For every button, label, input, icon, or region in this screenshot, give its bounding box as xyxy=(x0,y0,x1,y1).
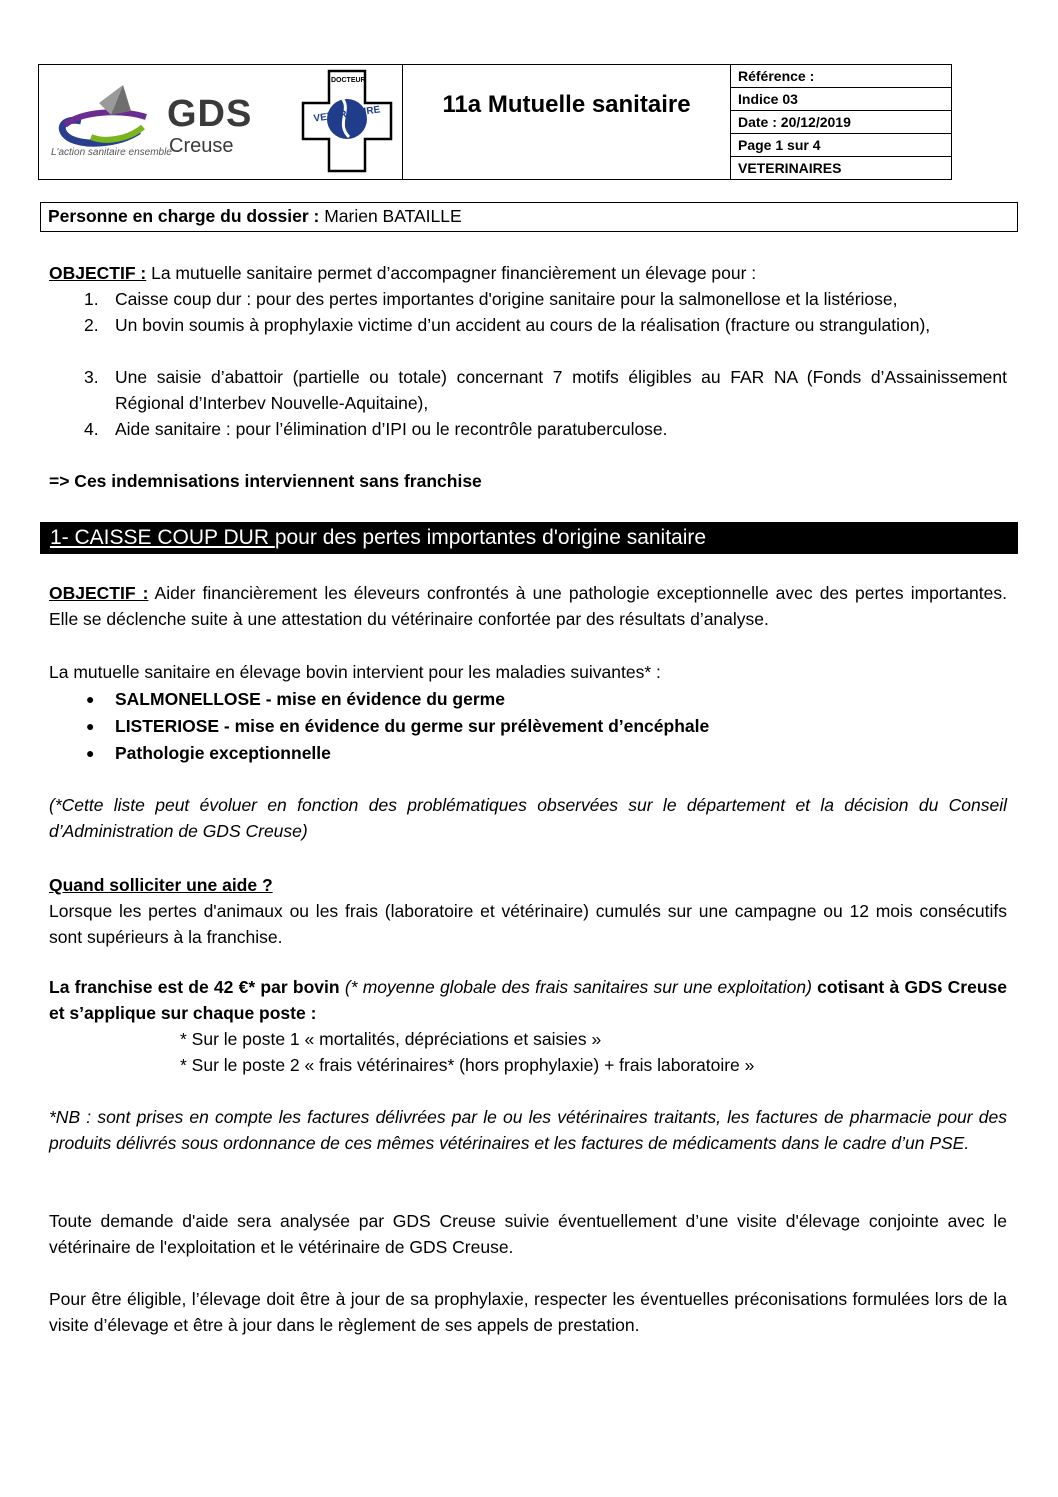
meta-indice: Indice 03 xyxy=(731,88,951,111)
section-title-rest: pour des pertes importantes d'origine sanitaire xyxy=(274,526,707,549)
vet-logo-docteur: DOCTEUR xyxy=(331,77,366,84)
disease-item xyxy=(86,686,986,713)
franchise-bold2: cotisant à GDS Creuse et s’applique sur chaque poste : xyxy=(49,977,1007,1023)
no-franchise-note: => Ces indemnisations interviennent sans franchise xyxy=(49,471,482,491)
vet-logo-text: VETERINAIRE xyxy=(312,104,382,125)
objective-list-item xyxy=(84,312,1007,338)
objective-section1 xyxy=(49,580,1007,632)
person-label: Personne en charge du dossier : xyxy=(48,206,320,226)
objective-list-item xyxy=(84,286,1007,312)
list-text: Aide sanitaire : pour l’élimination d’IPI ou le recontrôle paratuberculose. xyxy=(115,419,668,439)
header-table xyxy=(38,64,952,180)
meta-audience: VETERINAIRES xyxy=(738,160,842,176)
person-value: Marien BATAILLE xyxy=(319,206,462,226)
section-header-caisse-coup-dur xyxy=(40,522,1018,554)
objective-text: La mutuelle sanitaire permet d’accompagner financièrement un élevage pour : xyxy=(146,263,757,283)
meta-cell xyxy=(731,65,951,179)
title-cell xyxy=(403,65,731,179)
meta-reference: Référence : xyxy=(731,65,951,88)
disease-text: Pathologie exceptionnelle xyxy=(115,743,331,763)
list-text: Un bovin soumis à prophylaxie victime d’un accident au cours de la réalisation (fracture ou strangulation), xyxy=(115,315,931,335)
disease-text: LISTERIOSE - mise en évidence du germe sur prélèvement d’encéphale xyxy=(115,716,710,736)
franchise-post2: * Sur le poste 2 « frais vétérinaires* (hors prophylaxie) + frais laboratoire » xyxy=(180,1055,755,1075)
list-number: 4. xyxy=(84,419,99,439)
diseases-footnote: (*Cette liste peut évoluer en fonction des problématiques observées sur le département et la décision du Conseil d’Administration de GDS Creuse) xyxy=(49,795,1007,841)
diseases-intro: La mutuelle sanitaire en élevage bovin intervient pour les maladies suivantes* : xyxy=(49,662,661,682)
bullet-icon: ● xyxy=(86,745,95,761)
logo-cell xyxy=(39,65,403,179)
disease-text: SALMONELLOSE - mise en évidence du germe xyxy=(115,689,505,709)
objective-list-item xyxy=(84,416,1007,442)
list-number: 1. xyxy=(84,289,99,309)
nb-note: *NB : sont prises en compte les factures délivrées par le ou les vétérinaires traitants, les factures de pharmacie pour des produits délivrés sous ordonnance de ces mêmes vétérinaires et les factures de médicaments dans le cadre d’un PSE. xyxy=(49,1107,1007,1153)
franchise-italic: (* moyenne globale des frais sanitaires sur une exploitation) xyxy=(344,977,812,997)
objective-list-item xyxy=(84,364,1007,416)
objective-label: OBJECTIF : xyxy=(49,263,147,283)
franchise-text xyxy=(49,974,1007,1026)
person-in-charge-box xyxy=(40,202,1018,232)
bullet-icon: ● xyxy=(86,718,95,734)
meta-date: Date : 20/12/2019 xyxy=(731,111,951,134)
list-text: Caisse coup dur : pour des pertes importantes d'origine sanitaire pour la salmonellose et la listériose, xyxy=(115,289,898,309)
list-text: Une saisie d’abattoir (partielle ou totale) concernant 7 motifs éligibles au FAR NA (Fonds d’Assainissement Régional d’Interbev Nouvelle-Aquitaine), xyxy=(115,367,1007,413)
list-number: 3. xyxy=(84,367,99,387)
vet-cross-logo xyxy=(301,69,393,173)
objective-intro xyxy=(49,260,1007,286)
section-title-underlined: 1- CAISSE COUP DUR xyxy=(50,526,275,549)
objective-text: Aider financièrement les éleveurs confrontés à une pathologie exceptionnelle avec des pertes importantes. Elle se déclenche suite à une attestation du vétérinaire confortée par des résultats d’analyse. xyxy=(49,583,1007,629)
analysis-text: Toute demande d'aide sera analysée par GDS Creuse suivie éventuellement d’une visite d'élevage conjointe avec le vétérinaire de l'exploitation et le vétérinaire de GDS Creuse. xyxy=(49,1211,1007,1257)
list-number: 2. xyxy=(84,315,99,335)
franchise-post1: * Sur le poste 1 « mortalités, dépréciations et saisies » xyxy=(180,1029,602,1049)
gds-logo-tagline: L'action sanitaire ensemble xyxy=(51,147,172,158)
gds-logo-text: GDS xyxy=(167,93,253,135)
disease-item xyxy=(86,740,986,767)
when-heading: Quand solliciter une aide ? xyxy=(49,875,273,895)
disease-item xyxy=(86,713,986,740)
meta-page: Page 1 sur 4 xyxy=(731,134,951,157)
document-title: 11a Mutuelle sanitaire xyxy=(442,91,691,118)
objective-label: OBJECTIF : xyxy=(49,583,149,603)
when-text: Lorsque les pertes d'animaux ou les frais (laboratoire et vétérinaire) cumulés sur une campagne ou 12 mois consécutifs sont supérieurs à la franchise. xyxy=(49,901,1007,947)
franchise-bold1: La franchise est de 42 €* par bovin xyxy=(49,977,345,997)
bullet-icon: ● xyxy=(86,691,95,707)
eligibility-text: Pour être éligible, l’élevage doit être à jour de sa prophylaxie, respecter les éventuelles préconisations formulées lors de la visite d’élevage et être à jour dans le règlement de ses appels de prestation. xyxy=(49,1289,1007,1335)
gds-logo-creuse: Creuse xyxy=(169,135,234,157)
